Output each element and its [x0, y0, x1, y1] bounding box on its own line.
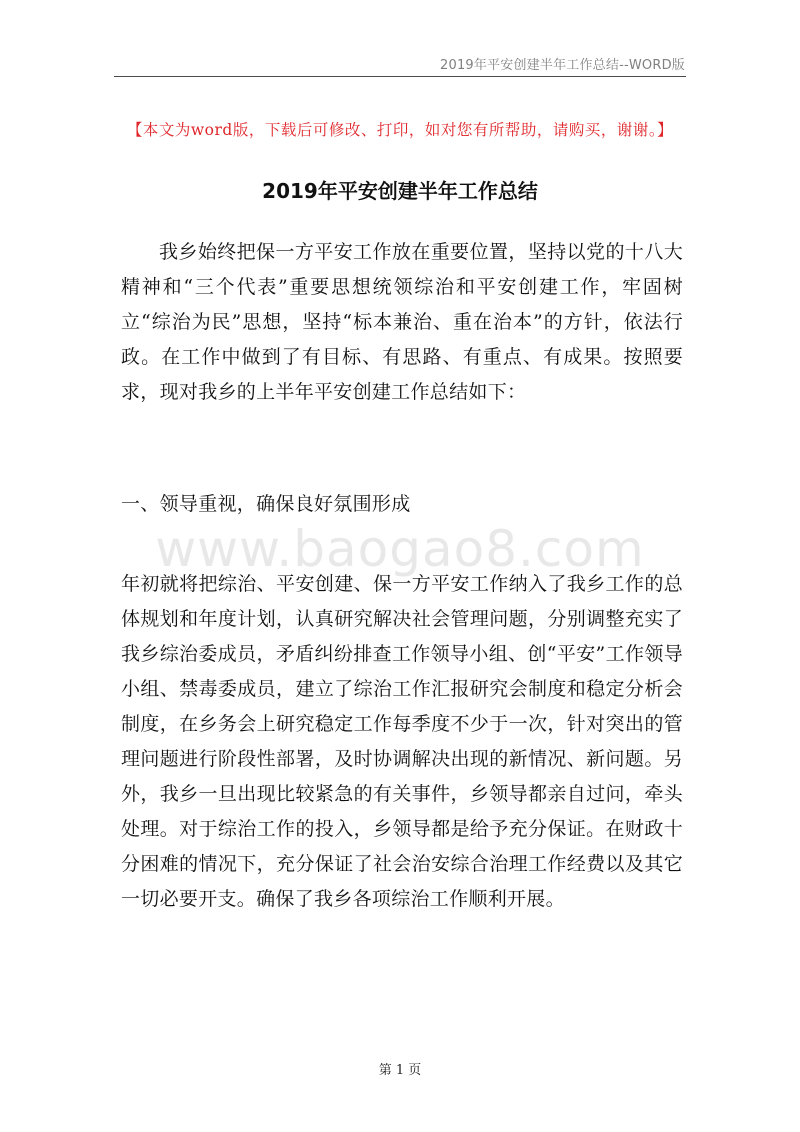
running-header: 2019年平安创建半年工作总结--WORD版: [440, 58, 685, 73]
section-heading-1: 一、领导重视，确保良好氛围形成: [121, 493, 411, 515]
intro-paragraph: 我乡始终把保一方平安工作放在重要位置，坚持以党的十八大精神和“三个代表”重要思想统领综治和平安创建工作，牢固树立“综治为民”思想，坚持“标本兼治、重在治本”的方针，依法行政。在工作中做到了有目标、有思路、有重点、有成果。按照要求，现对我乡的上半年平安创建工作总结如下：: [121, 241, 683, 403]
page-number: 第 1 页: [378, 1063, 422, 1078]
watermark: www.baogao8.com: [155, 520, 645, 578]
download-notice: 【本文为word版，下载后可修改、打印，如对您有所帮助，请购买，谢谢。】: [126, 121, 674, 139]
header-divider: [114, 76, 686, 77]
section-1-paragraph: 年初就将把综治、平安创建、保一方平安工作纳入了我乡工作的总体规划和年度计划，认真研究解决社会管理问题，分别调整充实了我乡综治委成员，矛盾纠纷排查工作领导小组、创“平安”工作领导小组、禁毒委成员，建立了综治工作汇报研究会制度和稳定分析会制度，在乡务会上研究稳定工作每季度不少于一次，针对突出的管理问题进行阶段性部署，及时协调解决出现的新情况、新问题。另外，我乡一旦出现比较紧急的有关事件，乡领导都亲自过问，牵头处理。对于综治工作的投入，乡领导都是给予充分保证。在财政十分困难的情况下，充分保证了社会治安综合治理工作经费以及其它一切必要开支。确保了我乡各项综治工作顺利开展。: [121, 573, 683, 910]
document-title: 2019年平安创建半年工作总结: [262, 179, 538, 203]
